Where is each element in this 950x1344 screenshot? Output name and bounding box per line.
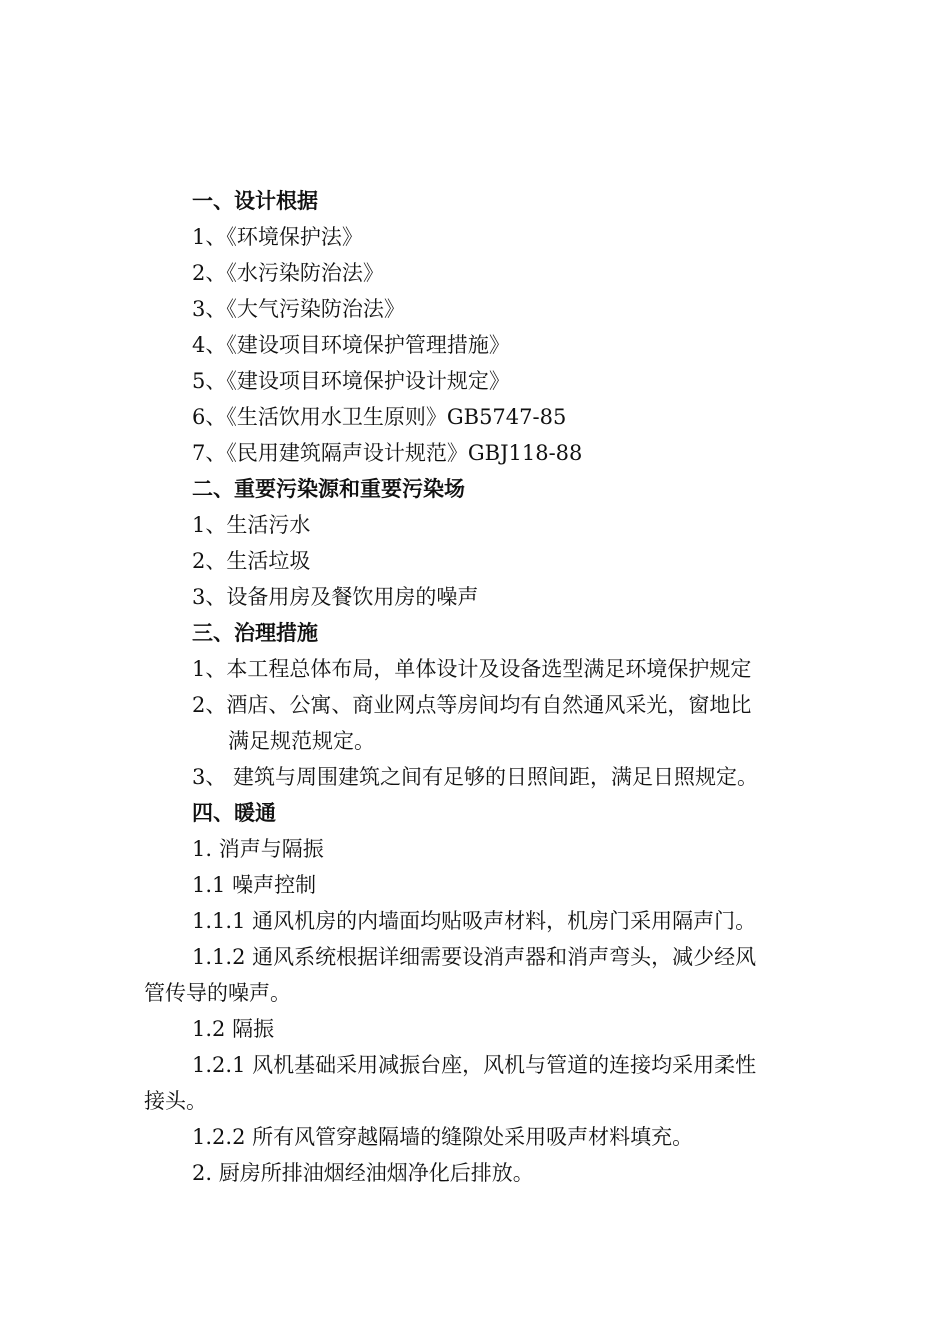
- section-heading: 四、暖通: [192, 801, 276, 825]
- list-item: 1、《环境保护法》: [192, 225, 363, 249]
- list-item-continuation: 管传导的噪声。: [144, 981, 291, 1005]
- list-item: 7、《民用建筑隔声设计规范》GBJ118-88: [192, 441, 583, 465]
- list-item: 2. 厨房所排油烟经油烟净化后排放。: [192, 1161, 534, 1185]
- list-item: 1.2.1 风机基础采用减振台座，风机与管道的连接均采用柔性: [192, 1053, 757, 1077]
- list-item: 1.2.2 所有风管穿越隔墙的缝隙处采用吸声材料填充。: [192, 1125, 694, 1149]
- list-item: 1、本工程总体布局，单体设计及设备选型满足环境保护规定: [192, 657, 752, 681]
- list-item: 6、《生活饮用水卫生原则》GB5747-85: [192, 405, 567, 429]
- list-item: 3、设备用房及餐饮用房的噪声: [192, 585, 479, 609]
- list-item: 4、《建设项目环境保护管理措施》: [192, 333, 510, 357]
- list-item: 2、《水污染防治法》: [192, 261, 384, 285]
- list-item: 1.2 隔振: [192, 1017, 275, 1041]
- list-item: 3、 建筑与周围建筑之间有足够的日照间距，满足日照规定。: [192, 765, 759, 789]
- list-item: 1.1 噪声控制: [192, 873, 317, 897]
- section-heading: 一、设计根据: [192, 189, 318, 213]
- list-item: 1、生活污水: [192, 513, 311, 537]
- list-item: 2、生活垃圾: [192, 549, 311, 573]
- section-heading: 二、重要污染源和重要污染场: [192, 477, 465, 501]
- list-item: 1.1.2 通风系统根据详细需要设消声器和消声弯头，减少经风: [192, 945, 757, 969]
- list-item: 3、《大气污染防治法》: [192, 297, 405, 321]
- list-item-continuation: 接头。: [144, 1089, 207, 1113]
- list-item-continuation: 满足规范规定。: [228, 729, 375, 753]
- section-heading: 三、治理措施: [192, 621, 318, 645]
- list-item: 1. 消声与隔振: [192, 837, 324, 861]
- list-item: 2、酒店、公寓、商业网点等房间均有自然通风采光，窗地比: [192, 693, 752, 717]
- list-item: 1.1.1 通风机房的内墙面均贴吸声材料，机房门采用隔声门。: [192, 909, 757, 933]
- list-item: 5、《建设项目环境保护设计规定》: [192, 369, 510, 393]
